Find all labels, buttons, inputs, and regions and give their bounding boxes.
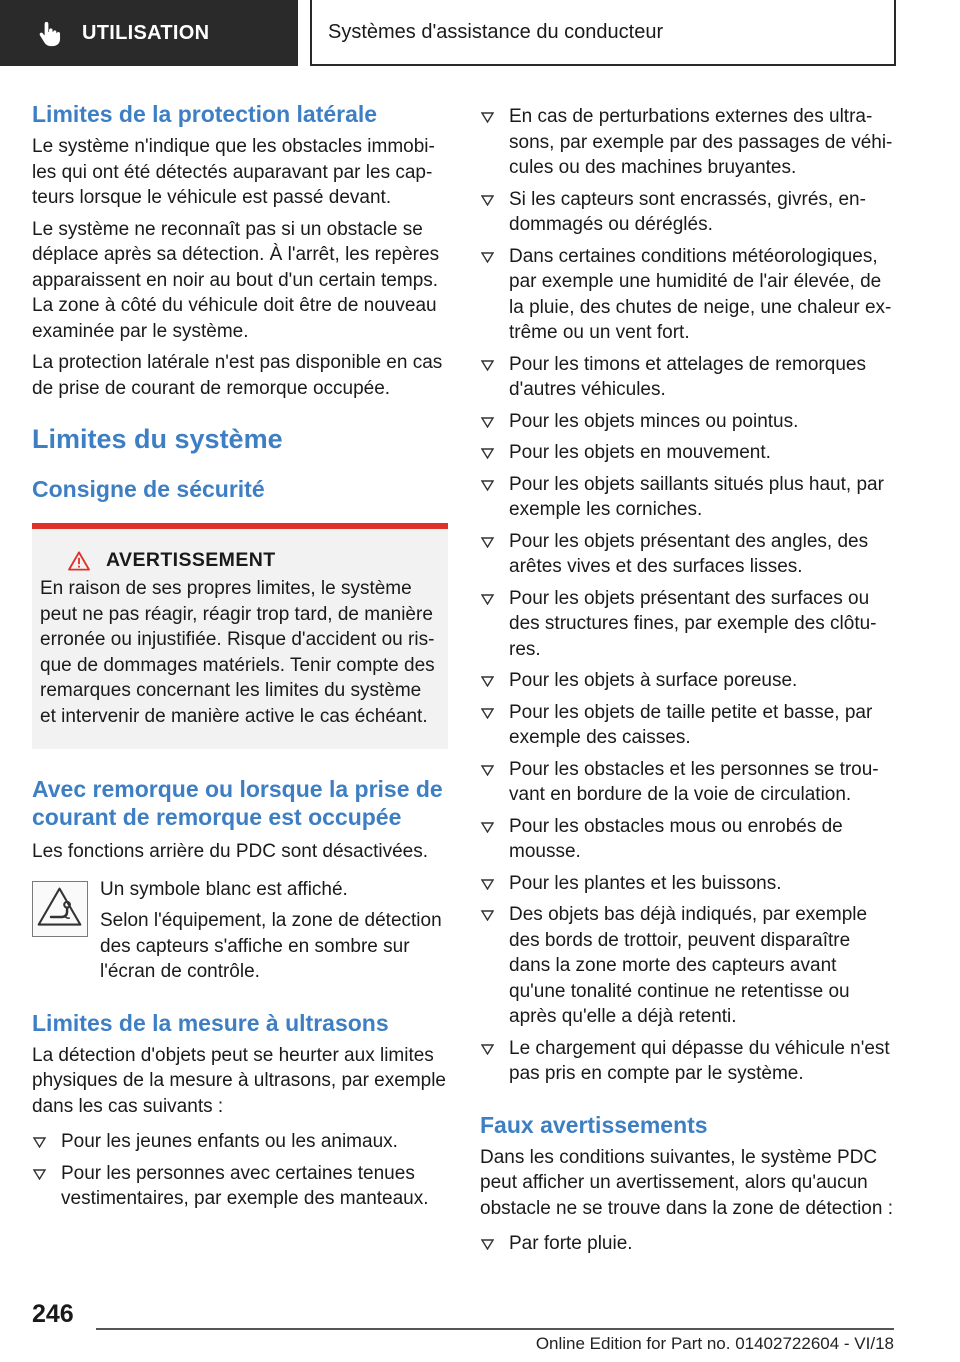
list-item: Pour les obstacles mous ou enrobés de mousse. <box>480 814 896 865</box>
list-item: Pour les objets minces ou pointus. <box>480 409 896 435</box>
heading-remorque: Avec remorque ou lorsque la prise de courant de remorque est occupée <box>32 776 443 830</box>
hand-pointer-icon <box>36 19 64 47</box>
bullet-list-right <box>480 104 896 1087</box>
page-header <box>0 0 960 66</box>
list-item: En cas de perturbations externes des ultra-sons, par exemple par des passages de véhi-cules ou des machines bruyantes. <box>480 104 896 181</box>
paragraph: Le système n'indique que les obstacles immobi-les qui ont été détectés auparavant par les cap-teurs lorsque le véhicule est passé devant. <box>32 136 435 208</box>
warning-box <box>32 523 448 749</box>
paragraph <box>32 908 448 985</box>
triangle-bullet-icon <box>481 537 494 548</box>
triangle-bullet-icon <box>481 1044 494 1055</box>
list-item: Pour les objets présentant des angles, des arêtes vives et des surfaces lisses. <box>480 529 896 580</box>
triangle-bullet-icon <box>481 417 494 428</box>
list-item: Pour les personnes avec certaines tenues vestimentaires, par exemple des manteaux. <box>32 1161 448 1212</box>
left-column <box>32 100 448 1218</box>
list-item: Dans certaines conditions météorologiques, par exemple une humidité de l'air élevée, de la pluie, des chutes de neige, une chaleur ex-trême ou un vent fort. <box>480 244 896 346</box>
trailer-hitch-warning-icon <box>32 881 88 937</box>
triangle-bullet-icon <box>33 1137 46 1148</box>
triangle-bullet-icon <box>481 480 494 491</box>
footer-divider <box>96 1328 894 1330</box>
section-tab <box>0 0 298 66</box>
page-number: 246 <box>32 1300 74 1328</box>
list-item: Le chargement qui dépasse du véhicule n'est pas pris en compte par le système. <box>480 1036 896 1087</box>
warning-title <box>40 549 438 572</box>
triangle-bullet-icon <box>33 1169 46 1180</box>
triangle-bullet-icon <box>481 252 494 263</box>
list-item: Pour les objets de taille petite et basse, par exemple des caisses. <box>480 700 896 751</box>
paragraph: Un symbole blanc est affiché. <box>100 878 348 900</box>
chapter-tab <box>310 0 896 66</box>
triangle-bullet-icon <box>481 448 494 459</box>
triangle-bullet-icon <box>481 676 494 687</box>
triangle-bullet-icon <box>481 1239 494 1250</box>
section-title: UTILISATION <box>82 21 210 44</box>
list-item: Si les capteurs sont encrassés, givrés, en-dommagés ou déréglés. <box>480 187 896 238</box>
paragraph: La protection latérale n'est pas disponible en cas de prise de courant de remorque occupée. <box>32 352 443 399</box>
list-item: Pour les objets en mouvement. <box>480 440 896 466</box>
triangle-bullet-icon <box>481 112 494 123</box>
list-item: Par forte pluie. <box>480 1231 896 1257</box>
heading-faux-avertissements: Faux avertissements <box>480 1111 708 1138</box>
right-column <box>480 104 896 1263</box>
bullet-list-left <box>32 1129 448 1212</box>
warning-triangle-icon <box>68 551 90 571</box>
triangle-bullet-icon <box>481 708 494 719</box>
paragraph: Les fonctions arrière du PDC sont désactivées. <box>32 841 429 862</box>
triangle-bullet-icon <box>481 594 494 605</box>
paragraph: Le système ne reconnaît pas si un obstacle se déplace après sa détection. À l'arrêt, les repères apparaissent en noir au bout d'un certain temps. La zone à côté du véhicule doit être de nouveau examinée par le système. <box>32 218 440 342</box>
warning-text: En raison de ses propres limites, le système peut ne pas réagir, réagir trop tard, de manière erronée ou injustifiée. Risque d'accident ou ris-que de dommages matériels. Tenir compte des remarques concernant les limites du système et intervenir de manière active le cas échéant. <box>40 578 435 727</box>
triangle-bullet-icon <box>481 195 494 206</box>
triangle-bullet-icon <box>481 360 494 371</box>
paragraph: Dans les conditions suivantes, le système PDC peut afficher un avertissement, alors qu'aucun obstacle ne se trouve dans la zone de détection : <box>480 1146 893 1219</box>
equipement-text: Selon l'équipement, la zone de détection des capteurs s'affiche en sombre sur l'écran de contrôle. <box>100 910 442 982</box>
list-item: Des objets bas déjà indiqués, par exemple des bords de trottoir, peuvent disparaître dans la zone morte des capteurs avant qu'une tonalité continue ne retentisse ou après qu'elle a déjà retenti. <box>480 902 896 1030</box>
heading-limites-systeme: Limites du système <box>32 424 283 454</box>
triangle-bullet-icon <box>481 822 494 833</box>
heading-lateral: Limites de la protection latérale <box>32 101 378 127</box>
bullet-list-faux <box>480 1231 896 1257</box>
paragraph: La détection d'objets peut se heurter aux limites physiques de la mesure à ultrasons, par exemple dans les cas suivants : <box>32 1044 447 1117</box>
heading-ultrasons: Limites de la mesure à ultrasons <box>32 1009 389 1036</box>
chapter-title: Systèmes d'assistance du conducteur <box>328 20 664 43</box>
triangle-bullet-icon <box>481 765 494 776</box>
triangle-bullet-icon <box>481 910 494 921</box>
list-item: Pour les jeunes enfants ou les animaux. <box>32 1129 448 1155</box>
list-item: Pour les objets présentant des surfaces ou des structures fines, par exemple des clôtu-res. <box>480 586 896 663</box>
edition-note: Online Edition for Part no. 01402722604 - VI/18 <box>535 1334 894 1353</box>
list-item: Pour les timons et attelages de remorques d'autres véhicules. <box>480 352 896 403</box>
symbol-block <box>32 877 448 985</box>
list-item: Pour les objets saillants situés plus haut, par exemple les corniches. <box>480 472 896 523</box>
list-item: Pour les plantes et les buissons. <box>480 871 896 897</box>
list-item: Pour les obstacles et les personnes se trou-vant en bordure de la voie de circulation. <box>480 757 896 808</box>
list-item: Pour les objets à surface poreuse. <box>480 668 896 694</box>
heading-consigne: Consigne de sécurité <box>32 476 265 502</box>
triangle-bullet-icon <box>481 879 494 890</box>
warning-title-text: AVERTISSEMENT <box>106 549 276 571</box>
